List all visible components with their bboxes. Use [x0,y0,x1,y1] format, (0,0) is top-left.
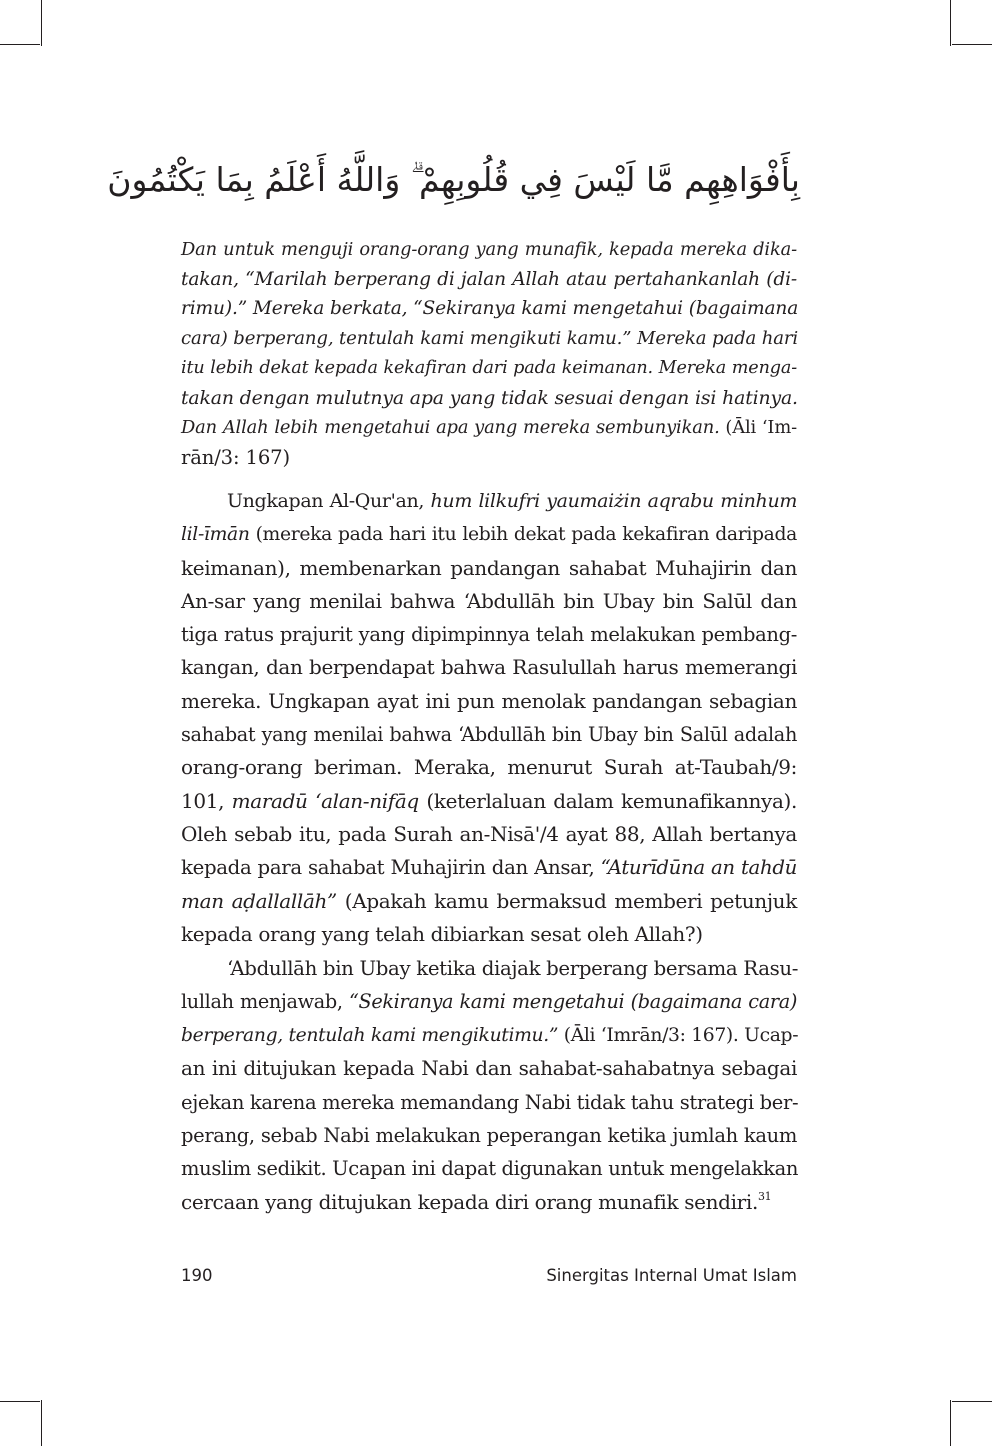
paragraph-line: kangan, dan berpendapat bahwa Rasulullah harus memerangi [181,655,797,680]
paragraph-line: keimanan), membenarkan pandangan sahabat Muhajirin dan [181,555,797,580]
translation-text: Dan Allah lebih mengetahui apa yang mereka sembunyikan. [181,417,720,439]
verse-translation [181,235,797,473]
page-number: 190 [181,1266,213,1285]
paragraph-line: cercaan yang ditujukan kepada diri orang munafik sendiri.$^{31}$ [181,1189,772,1214]
paragraph-line: an ini ditujukan kepada Nabi dan sahabat-sahabatnya sebagai [181,1056,797,1081]
book-title: Sinergitas Internal Umat Islam [546,1266,797,1285]
crop-mark [0,44,40,45]
paragraph-line: ‘Abdullāh bin Ubay ketika diajak berperang bersama Rasu- [227,957,799,980]
crop-mark [952,1401,992,1402]
translation-line: Dan untuk menguji orang-orang yang munafik, kepada mereka dika- [181,239,797,260]
paragraph-line: sahabat yang menilai bahwa ‘Abdullāh bin Ubay bin Salūl adalah [181,723,797,747]
translation-line: itu lebih dekat kepada kekafiran dari pada keimanan. Mereka menga- [181,357,797,378]
paragraph-line: berperang, tentulah kami mengikutimu.” (Āli ‘Imrān/3: 167). Ucap- [181,1024,799,1046]
paragraph-line: Oleh sebab itu, pada Surah an-Nisā'/4 ayat 88, Allah bertanya [181,821,797,846]
paragraph-line: kepada orang yang telah dibiarkan sesat oleh Allah?) [181,921,703,946]
crop-mark [952,44,992,45]
translation-line [181,413,797,443]
paragraph-line: Ungkapan Al-Qur'an, hum lilkufri yaumaiżin aqrabu minhum [227,490,797,512]
crop-mark [950,1400,951,1446]
translation-line: takan dengan mulutnya apa yang tidak sesuai dengan isi hatinya. [181,387,798,409]
paragraph-line: orang-orang beriman. Meraka, menurut Surah at-Taubah/9: [181,755,797,780]
crop-mark [41,0,42,46]
paragraph-line: lil-īmān (mereka pada hari itu lebih dekat pada kekafiran daripada [181,524,797,546]
paragraph-line: tiga ratus prajurit yang dipimpinnya telah melakukan pembang- [181,623,797,647]
paragraph-line: 101, maradū ‘alan-nifāq (keterlaluan dalam kemunafikannya). [181,788,797,813]
crop-mark [950,0,951,46]
body-paragraph [181,485,797,951]
paragraph-line: muslim sedikit. Ucapan ini dapat digunakan untuk mengelakkan [181,1157,799,1181]
paragraph-line: lullah menjawab, “Sekiranya kami mengetahui (bagaimana cara) [181,990,797,1014]
paragraph-line: kepada para sahabat Muhajirin dan Ansar, “Aturīdūna an tahdū [181,856,797,880]
paragraph-line: An-sar yang menilai bahwa ‘Abdullāh bin Ubay bin Salūl dan [181,588,797,613]
page-footer [181,1266,797,1292]
arabic-verse: بِأَفْوَاهِهِم مَّا لَيْسَ فِي قُلُوبِهِمْ ۗ وَاللَّهُ أَعْلَمُ بِمَا يَكْتُمُونَ [107,160,800,199]
paragraph-line: ejekan karena mereka memandang Nabi tidak tahu strategi ber- [181,1090,799,1114]
paragraph-line: mereka. Ungkapan ayat ini pun menolak pandangan sebagian [181,688,797,713]
crop-mark [41,1400,42,1446]
paragraph-line: perang, sebab Nabi melakukan peperangan ketika jumlah kaum [181,1124,797,1148]
verse-reference: (Āli ‘Im- [725,417,797,439]
body-paragraph [181,952,797,1219]
paragraph-line: man aḍallallāh” (Apakah kamu bermaksud memberi petunjuk [181,888,797,913]
footnote-marker[interactable]: 31 [757,1189,772,1203]
translation-line: rimu).” Mereka berkata, “Sekiranya kami mengetahui (bagaimana [181,298,799,320]
verse-reference: rān/3: 167) [181,445,290,469]
crop-mark [0,1401,40,1402]
translation-line: cara) berperang, tentulah kami mengikuti kamu.” Mereka pada hari [181,328,799,350]
translation-line: takan, “Marilah berperang di jalan Allah atau pertahankanlah (di- [181,268,797,290]
